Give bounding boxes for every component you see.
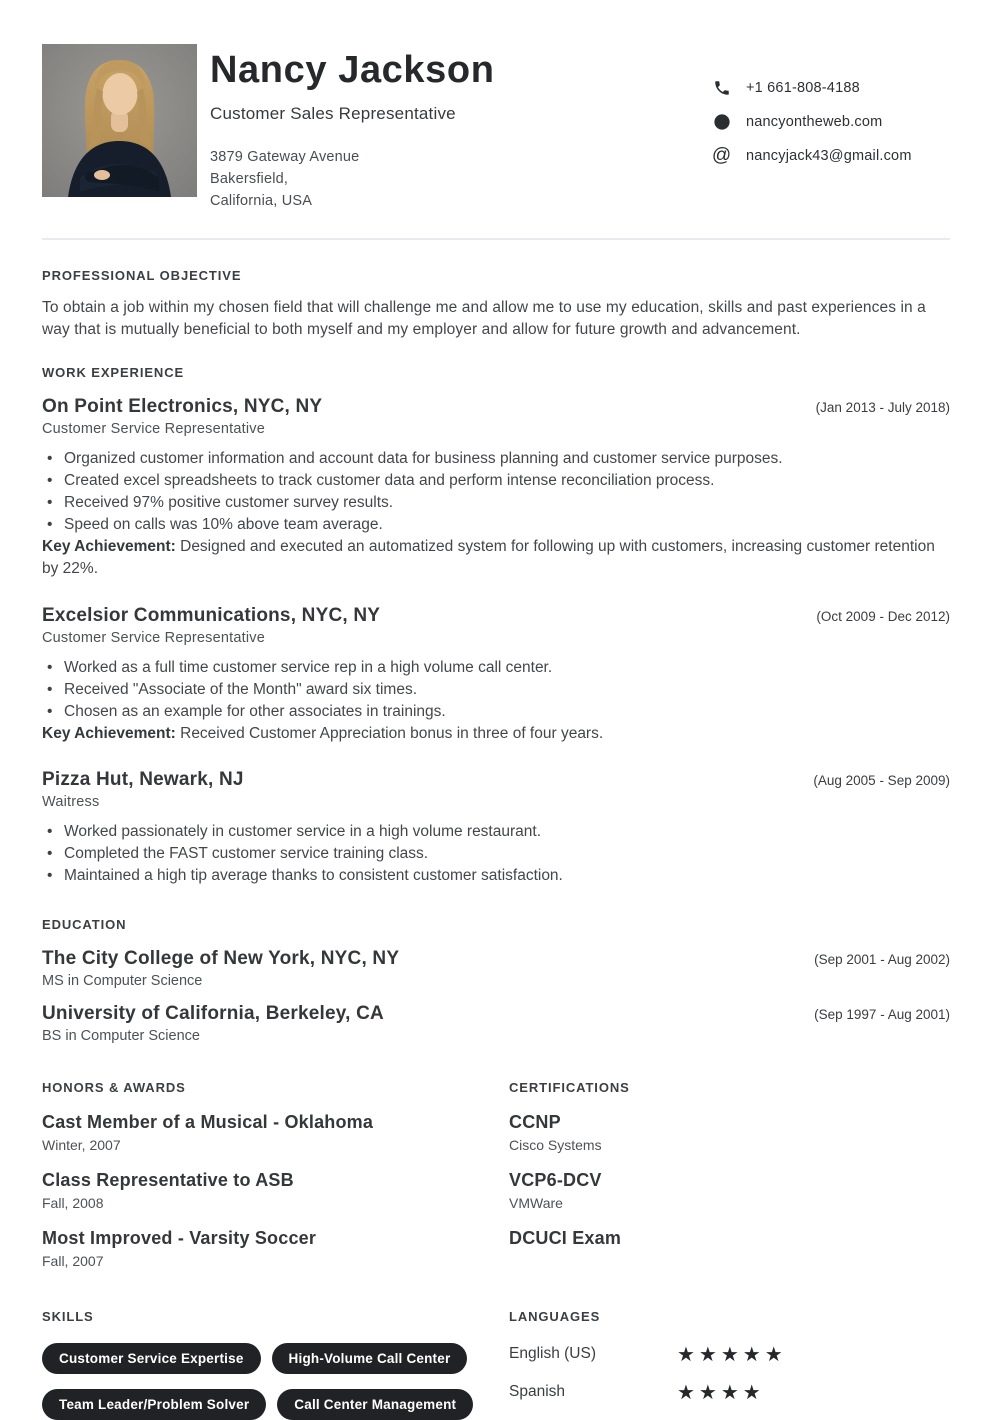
bullet-item: • Completed the FAST customer service training class.	[42, 843, 950, 865]
job-company: On Point Electronics, NYC, NY	[42, 395, 323, 417]
job-entry	[42, 769, 950, 887]
certification-entry	[509, 1170, 950, 1211]
key-achievement	[42, 536, 950, 581]
honor-title: Cast Member of a Musical - Oklahoma	[42, 1112, 374, 1133]
education-date: (Sep 1997 - Aug 2001)	[814, 1007, 950, 1023]
certification-entry	[509, 1112, 950, 1153]
honor-entry	[42, 1112, 509, 1153]
language-row	[509, 1380, 950, 1405]
section-heading-honors: HONORS & AWARDS	[42, 1080, 186, 1096]
skills-languages-columns	[42, 1309, 950, 1420]
section-honors	[42, 1080, 509, 1269]
education-date: (Sep 2001 - Aug 2002)	[814, 952, 950, 968]
job-bullet-list	[42, 448, 950, 536]
bullet-item: • Organized customer information and account data for business planning and customer service purposes.	[42, 448, 950, 470]
section-work-experience	[42, 365, 950, 888]
key-achievement	[42, 723, 950, 746]
bullet-item: • Received "Associate of the Month" award six times.	[42, 679, 950, 701]
phone-number: +1 661-808-4188	[746, 79, 860, 96]
certification-title: DCUCI Exam	[509, 1228, 622, 1249]
person-job-title: Customer Sales Representative	[210, 103, 456, 123]
skill-tag: High-Volume Call Center	[272, 1343, 468, 1374]
certification-title: VCP6-DCV	[509, 1170, 602, 1191]
section-heading-skills: SKILLS	[42, 1309, 94, 1325]
section-heading-work: WORK EXPERIENCE	[42, 364, 185, 380]
job-company: Excelsior Communications, NYC, NY	[42, 604, 381, 626]
education-entry	[42, 948, 950, 989]
honor-detail: Winter, 2007	[42, 1137, 121, 1154]
school-name: The City College of New York, NYC, NY	[42, 948, 400, 970]
language-star-rating: ★★★★★	[677, 1342, 787, 1367]
person-name: Nancy Jackson	[210, 49, 495, 91]
bullet-item: • Speed on calls was 10% above team average.	[42, 514, 950, 536]
job-company: Pizza Hut, Newark, NJ	[42, 769, 244, 791]
bullet-item: • Received 97% positive customer survey results.	[42, 492, 950, 514]
certification-detail: VMWare	[509, 1195, 563, 1212]
language-star-rating: ★★★★	[677, 1380, 765, 1405]
job-role: Waitress	[42, 794, 100, 811]
skill-tag: Call Center Management	[277, 1389, 473, 1420]
language-name: Spanish	[509, 1383, 566, 1401]
education-head	[42, 948, 950, 970]
section-heading-education: EDUCATION	[42, 917, 127, 933]
job-date: (Oct 2009 - Dec 2012)	[816, 608, 950, 624]
honors-certifications-columns	[42, 1080, 950, 1269]
language-row	[509, 1342, 950, 1367]
contact-row-website	[712, 112, 950, 131]
job-role: Customer Service Representative	[42, 629, 265, 646]
certification-title: CCNP	[509, 1112, 561, 1133]
certification-detail: Cisco Systems	[509, 1137, 602, 1154]
honor-detail: Fall, 2008	[42, 1195, 104, 1212]
portrait-illustration	[42, 44, 197, 197]
skill-tag-list	[42, 1343, 482, 1420]
honor-title: Class Representative to ASB	[42, 1170, 294, 1191]
address-line: Bakersfield,	[210, 170, 289, 187]
honor-detail: Fall, 2007	[42, 1253, 104, 1270]
job-head	[42, 396, 950, 418]
section-education	[42, 917, 950, 1044]
language-name: English (US)	[509, 1345, 596, 1363]
honor-title: Most Improved - Varsity Soccer	[42, 1228, 317, 1249]
resume-header	[42, 0, 950, 212]
key-achievement-text: Received Customer Appreciation bonus in three of four years.	[175, 724, 604, 742]
section-languages	[509, 1309, 950, 1420]
section-heading-objective: PROFESSIONAL OBJECTIVE	[42, 267, 242, 283]
degree-name: BS in Computer Science	[42, 1028, 200, 1045]
certification-entry	[509, 1228, 950, 1249]
bullet-item: • Created excel spreadsheets to track customer data and perform intense reconciliation process.	[42, 470, 950, 492]
skill-tag: Team Leader/Problem Solver	[42, 1389, 266, 1420]
bullet-item: • Worked passionately in customer service in a high volume restaurant.	[42, 821, 950, 843]
education-entry	[42, 1003, 950, 1044]
website-url: nancyontheweb.com	[746, 113, 883, 130]
key-achievement-text: Designed and executed an automatized system for following up with customers, increasing customer retention by 22%.	[42, 537, 935, 578]
globe-icon	[712, 112, 731, 131]
identity-block	[210, 44, 495, 212]
address-line: California, USA	[210, 192, 313, 209]
job-entry	[42, 605, 950, 746]
section-certifications	[509, 1080, 950, 1269]
school-name: University of California, Berkeley, CA	[42, 1003, 384, 1025]
job-head	[42, 605, 950, 627]
key-achievement-label: Key Achievement:	[42, 537, 176, 555]
job-bullet-list	[42, 821, 950, 887]
degree-name: MS in Computer Science	[42, 973, 203, 990]
header-divider	[42, 238, 950, 240]
contact-row-email	[712, 146, 950, 165]
address-line: 3879 Gateway Avenue	[210, 148, 360, 165]
section-objective	[42, 268, 950, 342]
job-date: (Aug 2005 - Sep 2009)	[813, 773, 950, 789]
email-address: nancyjack43@gmail.com	[746, 147, 912, 164]
bullet-item: • Worked as a full time customer service rep in a high volume call center.	[42, 657, 950, 679]
job-head	[42, 769, 950, 791]
skill-tag: Customer Service Expertise	[42, 1343, 261, 1374]
job-entry	[42, 396, 950, 581]
contact-row-phone	[712, 78, 950, 97]
job-bullet-list	[42, 657, 950, 723]
at-icon: @	[711, 145, 732, 166]
section-skills	[42, 1309, 509, 1420]
section-heading-certifications: CERTIFICATIONS	[509, 1080, 630, 1096]
person-address	[210, 146, 495, 212]
honor-entry	[42, 1228, 509, 1269]
key-achievement-label: Key Achievement:	[42, 724, 176, 742]
education-head	[42, 1003, 950, 1025]
job-role: Customer Service Representative	[42, 420, 265, 437]
honor-entry	[42, 1170, 509, 1211]
profile-photo	[42, 44, 197, 197]
bullet-item: • Chosen as an example for other associates in trainings.	[42, 701, 950, 723]
bullet-item: • Maintained a high tip average thanks to consistent customer satisfaction.	[42, 865, 950, 887]
phone-icon	[712, 78, 731, 97]
contact-list	[712, 78, 950, 165]
section-heading-languages: LANGUAGES	[509, 1309, 601, 1325]
job-date: (Jan 2013 - July 2018)	[815, 399, 950, 415]
objective-text: To obtain a job within my chosen field that will challenge me and allow me to use my education, skills and past experiences in a way that is mutually beneficial to both myself and my employer and allow for future growth and advancement.	[42, 298, 926, 339]
